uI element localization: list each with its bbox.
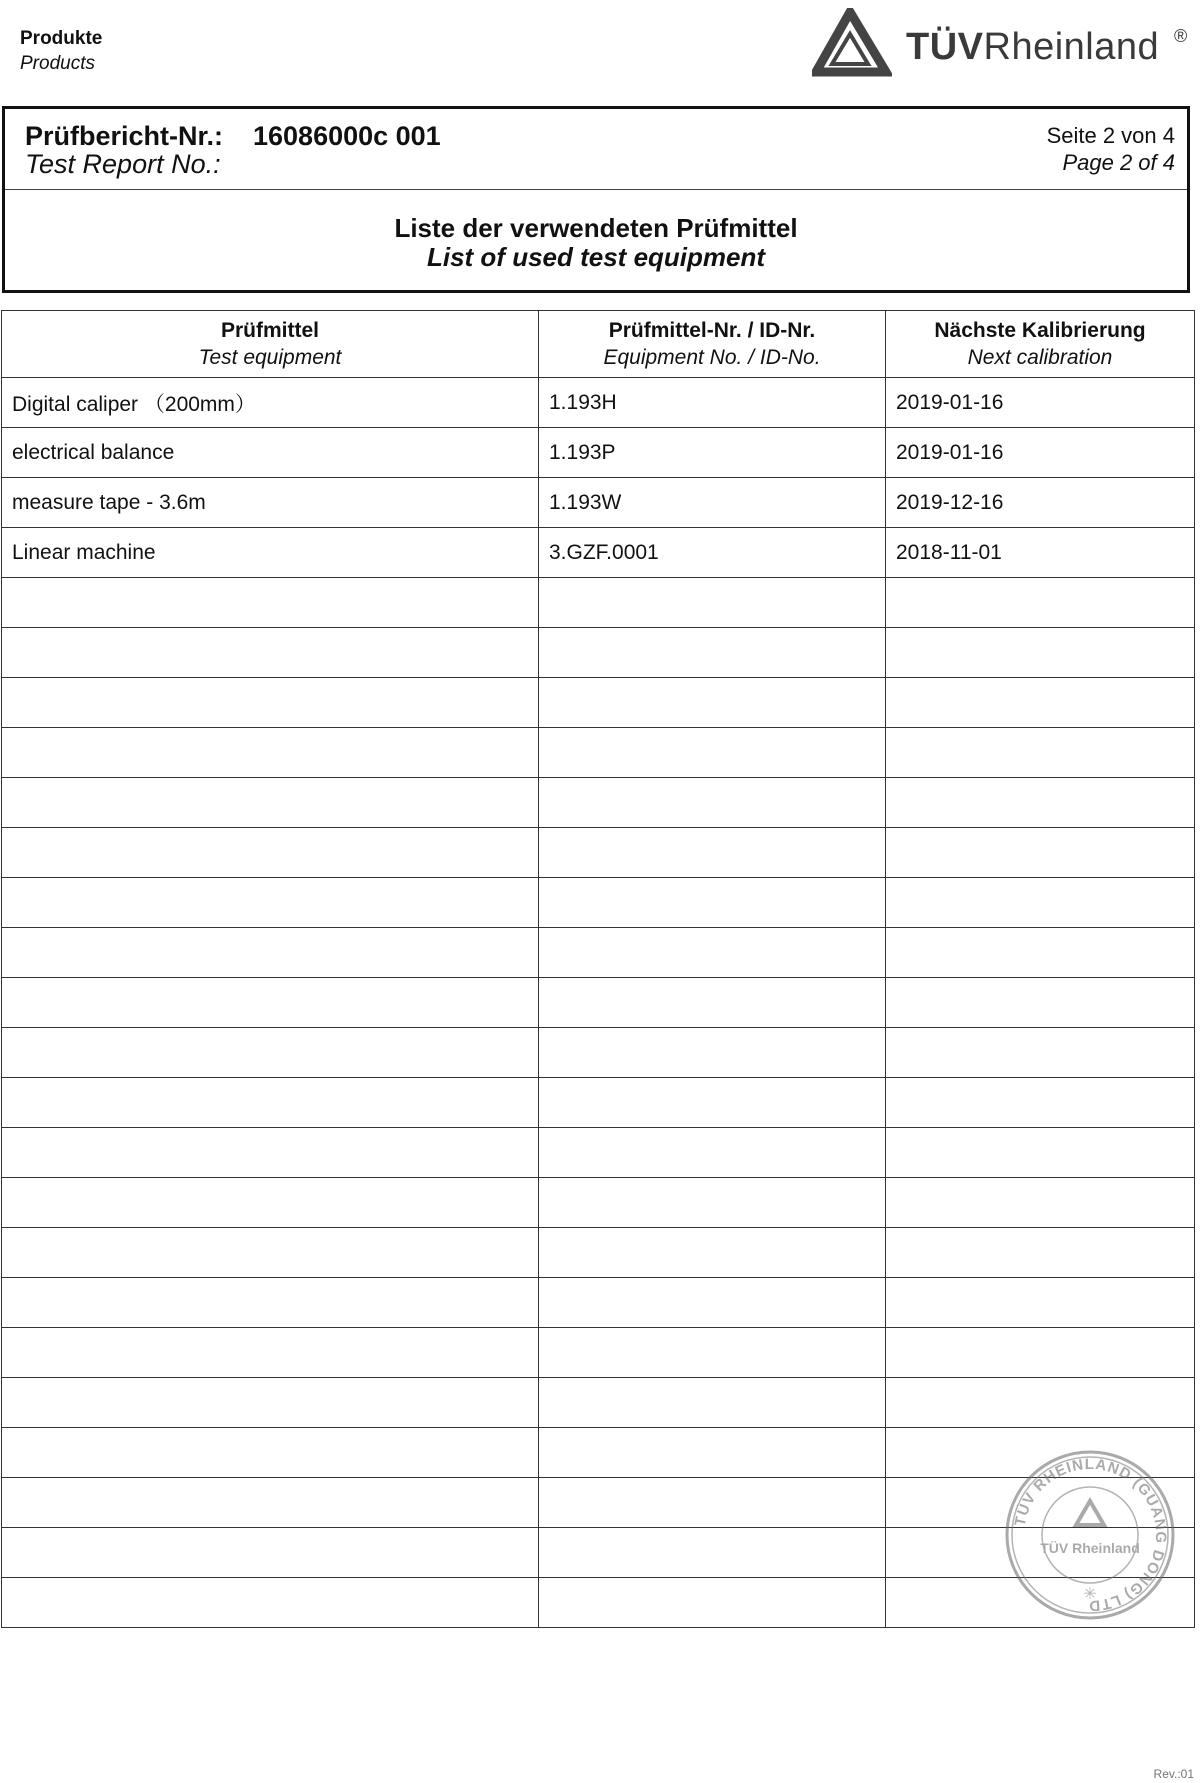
empty-cell <box>886 1078 1195 1128</box>
equipment-name-cell: measure tape - 3.6m <box>2 478 539 528</box>
empty-cell <box>2 578 539 628</box>
column-header-de: Prüfmittel <box>220 319 319 342</box>
empty-cell <box>886 928 1195 978</box>
page-indicator-en: Page 2 of 4 <box>1062 150 1175 175</box>
next-calibration-cell: 2019-12-16 <box>886 478 1195 528</box>
equipment-id-cell: 3.GZF.0001 <box>539 528 886 578</box>
revision-label: Rev.:01 <box>1153 1767 1194 1781</box>
empty-table-row <box>2 1178 1195 1228</box>
empty-cell <box>539 678 886 728</box>
empty-cell <box>539 1128 886 1178</box>
empty-table-row <box>2 728 1195 778</box>
equipment-id-cell: 1.193H <box>539 378 886 428</box>
empty-table-row <box>2 978 1195 1028</box>
empty-cell <box>2 1128 539 1178</box>
column-header-de: Nächste Kalibrierung <box>934 319 1146 342</box>
svg-text:TÜV RHEINLAND (GUANG DONG) LTD: TÜV RHEINLAND (GUANG DONG) LTD <box>1011 1455 1170 1615</box>
empty-cell <box>2 1528 539 1578</box>
empty-table-row <box>2 778 1195 828</box>
column-header-de: Prüfmittel-Nr. / ID-Nr. <box>608 319 816 342</box>
equipment-name-cell: Digital caliper （200mm） <box>2 378 539 428</box>
empty-cell <box>539 978 886 1028</box>
empty-cell <box>539 628 886 678</box>
empty-cell <box>2 1328 539 1378</box>
empty-cell <box>886 728 1195 778</box>
logo-text-regular: Rheinland <box>983 26 1160 68</box>
report-number-row <box>5 109 1187 190</box>
table-row <box>2 428 1195 478</box>
svg-text:✳: ✳ <box>1083 1584 1097 1603</box>
tuv-logo <box>812 8 1198 78</box>
empty-cell <box>2 628 539 678</box>
empty-cell <box>539 1078 886 1128</box>
empty-cell <box>539 1278 886 1328</box>
section-title-de: Liste der verwendeten Prüfmittel <box>394 213 798 243</box>
empty-cell <box>2 978 539 1028</box>
report-header-box <box>2 106 1190 293</box>
empty-cell <box>2 1078 539 1128</box>
table-row <box>2 478 1195 528</box>
equipment-table-body <box>2 378 1195 1628</box>
empty-cell <box>539 778 886 828</box>
empty-table-row <box>2 1278 1195 1328</box>
empty-cell <box>539 1178 886 1228</box>
column-header-calibration <box>886 311 1195 378</box>
report-number-label-de: Prüfbericht-Nr.: <box>25 121 224 151</box>
tuv-triangle-icon <box>812 8 892 78</box>
empty-cell <box>539 1228 886 1278</box>
column-header-id <box>539 311 886 378</box>
empty-cell <box>886 1278 1195 1328</box>
empty-table-row <box>2 928 1195 978</box>
empty-cell <box>2 1278 539 1328</box>
empty-table-row <box>2 828 1195 878</box>
next-calibration-cell: 2019-01-16 <box>886 428 1195 478</box>
empty-cell <box>2 1178 539 1228</box>
empty-cell <box>2 1028 539 1078</box>
empty-cell <box>2 678 539 728</box>
empty-cell <box>2 928 539 978</box>
logo-text <box>906 26 1159 69</box>
empty-table-row <box>2 1328 1195 1378</box>
category-en: Products <box>20 53 95 74</box>
empty-cell <box>2 878 539 928</box>
empty-cell <box>2 728 539 778</box>
empty-table-row <box>2 1378 1195 1428</box>
logo-text-bold: TÜV <box>906 26 984 68</box>
empty-cell <box>539 878 886 928</box>
empty-cell <box>539 1428 886 1478</box>
report-number-label-en: Test Report No.: <box>25 149 221 179</box>
empty-cell <box>2 1378 539 1428</box>
empty-cell <box>886 978 1195 1028</box>
empty-cell <box>886 878 1195 928</box>
equipment-name-cell: electrical balance <box>2 428 539 478</box>
empty-table-row <box>2 578 1195 628</box>
empty-table-row <box>2 1128 1195 1178</box>
table-row <box>2 378 1195 428</box>
section-title-en: List of used test equipment <box>426 242 766 272</box>
equipment-id-cell: 1.193P <box>539 428 886 478</box>
next-calibration-cell: 2019-01-16 <box>886 378 1195 428</box>
empty-cell <box>539 1328 886 1378</box>
column-header-equipment <box>2 311 539 378</box>
empty-cell <box>886 628 1195 678</box>
page-indicator-de: Seite 2 von 4 <box>1046 123 1175 148</box>
empty-cell <box>886 1178 1195 1228</box>
empty-cell <box>886 778 1195 828</box>
svg-text:TÜV Rheinland: TÜV Rheinland <box>1040 1540 1140 1556</box>
empty-cell <box>539 1528 886 1578</box>
empty-cell <box>886 578 1195 628</box>
empty-cell <box>886 1228 1195 1278</box>
empty-cell <box>539 828 886 878</box>
empty-table-row <box>2 878 1195 928</box>
empty-table-row <box>2 628 1195 678</box>
empty-table-row <box>2 678 1195 728</box>
table-row <box>2 528 1195 578</box>
column-header-en: Equipment No. / ID-No. <box>603 346 821 369</box>
empty-cell <box>539 1028 886 1078</box>
empty-cell <box>2 1428 539 1478</box>
empty-cell <box>539 1578 886 1628</box>
empty-table-row <box>2 1028 1195 1078</box>
product-category <box>20 26 102 76</box>
registered-mark: ® <box>1174 26 1188 46</box>
equipment-table <box>1 310 1195 1628</box>
empty-cell <box>886 1328 1195 1378</box>
empty-cell <box>886 1378 1195 1428</box>
next-calibration-cell: 2018-11-01 <box>886 528 1195 578</box>
equipment-id-cell: 1.193W <box>539 478 886 528</box>
column-header-en: Next calibration <box>967 346 1113 369</box>
empty-cell <box>539 1378 886 1428</box>
equipment-name-cell: Linear machine <box>2 528 539 578</box>
empty-cell <box>539 928 886 978</box>
empty-cell <box>539 578 886 628</box>
column-header-en: Test equipment <box>198 346 342 369</box>
table-header-row <box>2 311 1195 378</box>
empty-cell <box>2 1578 539 1628</box>
empty-cell <box>2 828 539 878</box>
empty-cell <box>886 1028 1195 1078</box>
empty-cell <box>2 1478 539 1528</box>
empty-table-row <box>2 1078 1195 1128</box>
empty-cell <box>2 778 539 828</box>
category-de: Produkte <box>20 28 103 49</box>
empty-cell <box>539 728 886 778</box>
empty-cell <box>2 1228 539 1278</box>
empty-cell <box>886 1128 1195 1178</box>
empty-table-row <box>2 1228 1195 1278</box>
company-seal-stamp <box>1004 1449 1176 1621</box>
empty-cell <box>886 678 1195 728</box>
empty-cell <box>539 1478 886 1528</box>
empty-cell <box>886 828 1195 878</box>
report-number-value: 16086000c 001 <box>253 121 441 151</box>
